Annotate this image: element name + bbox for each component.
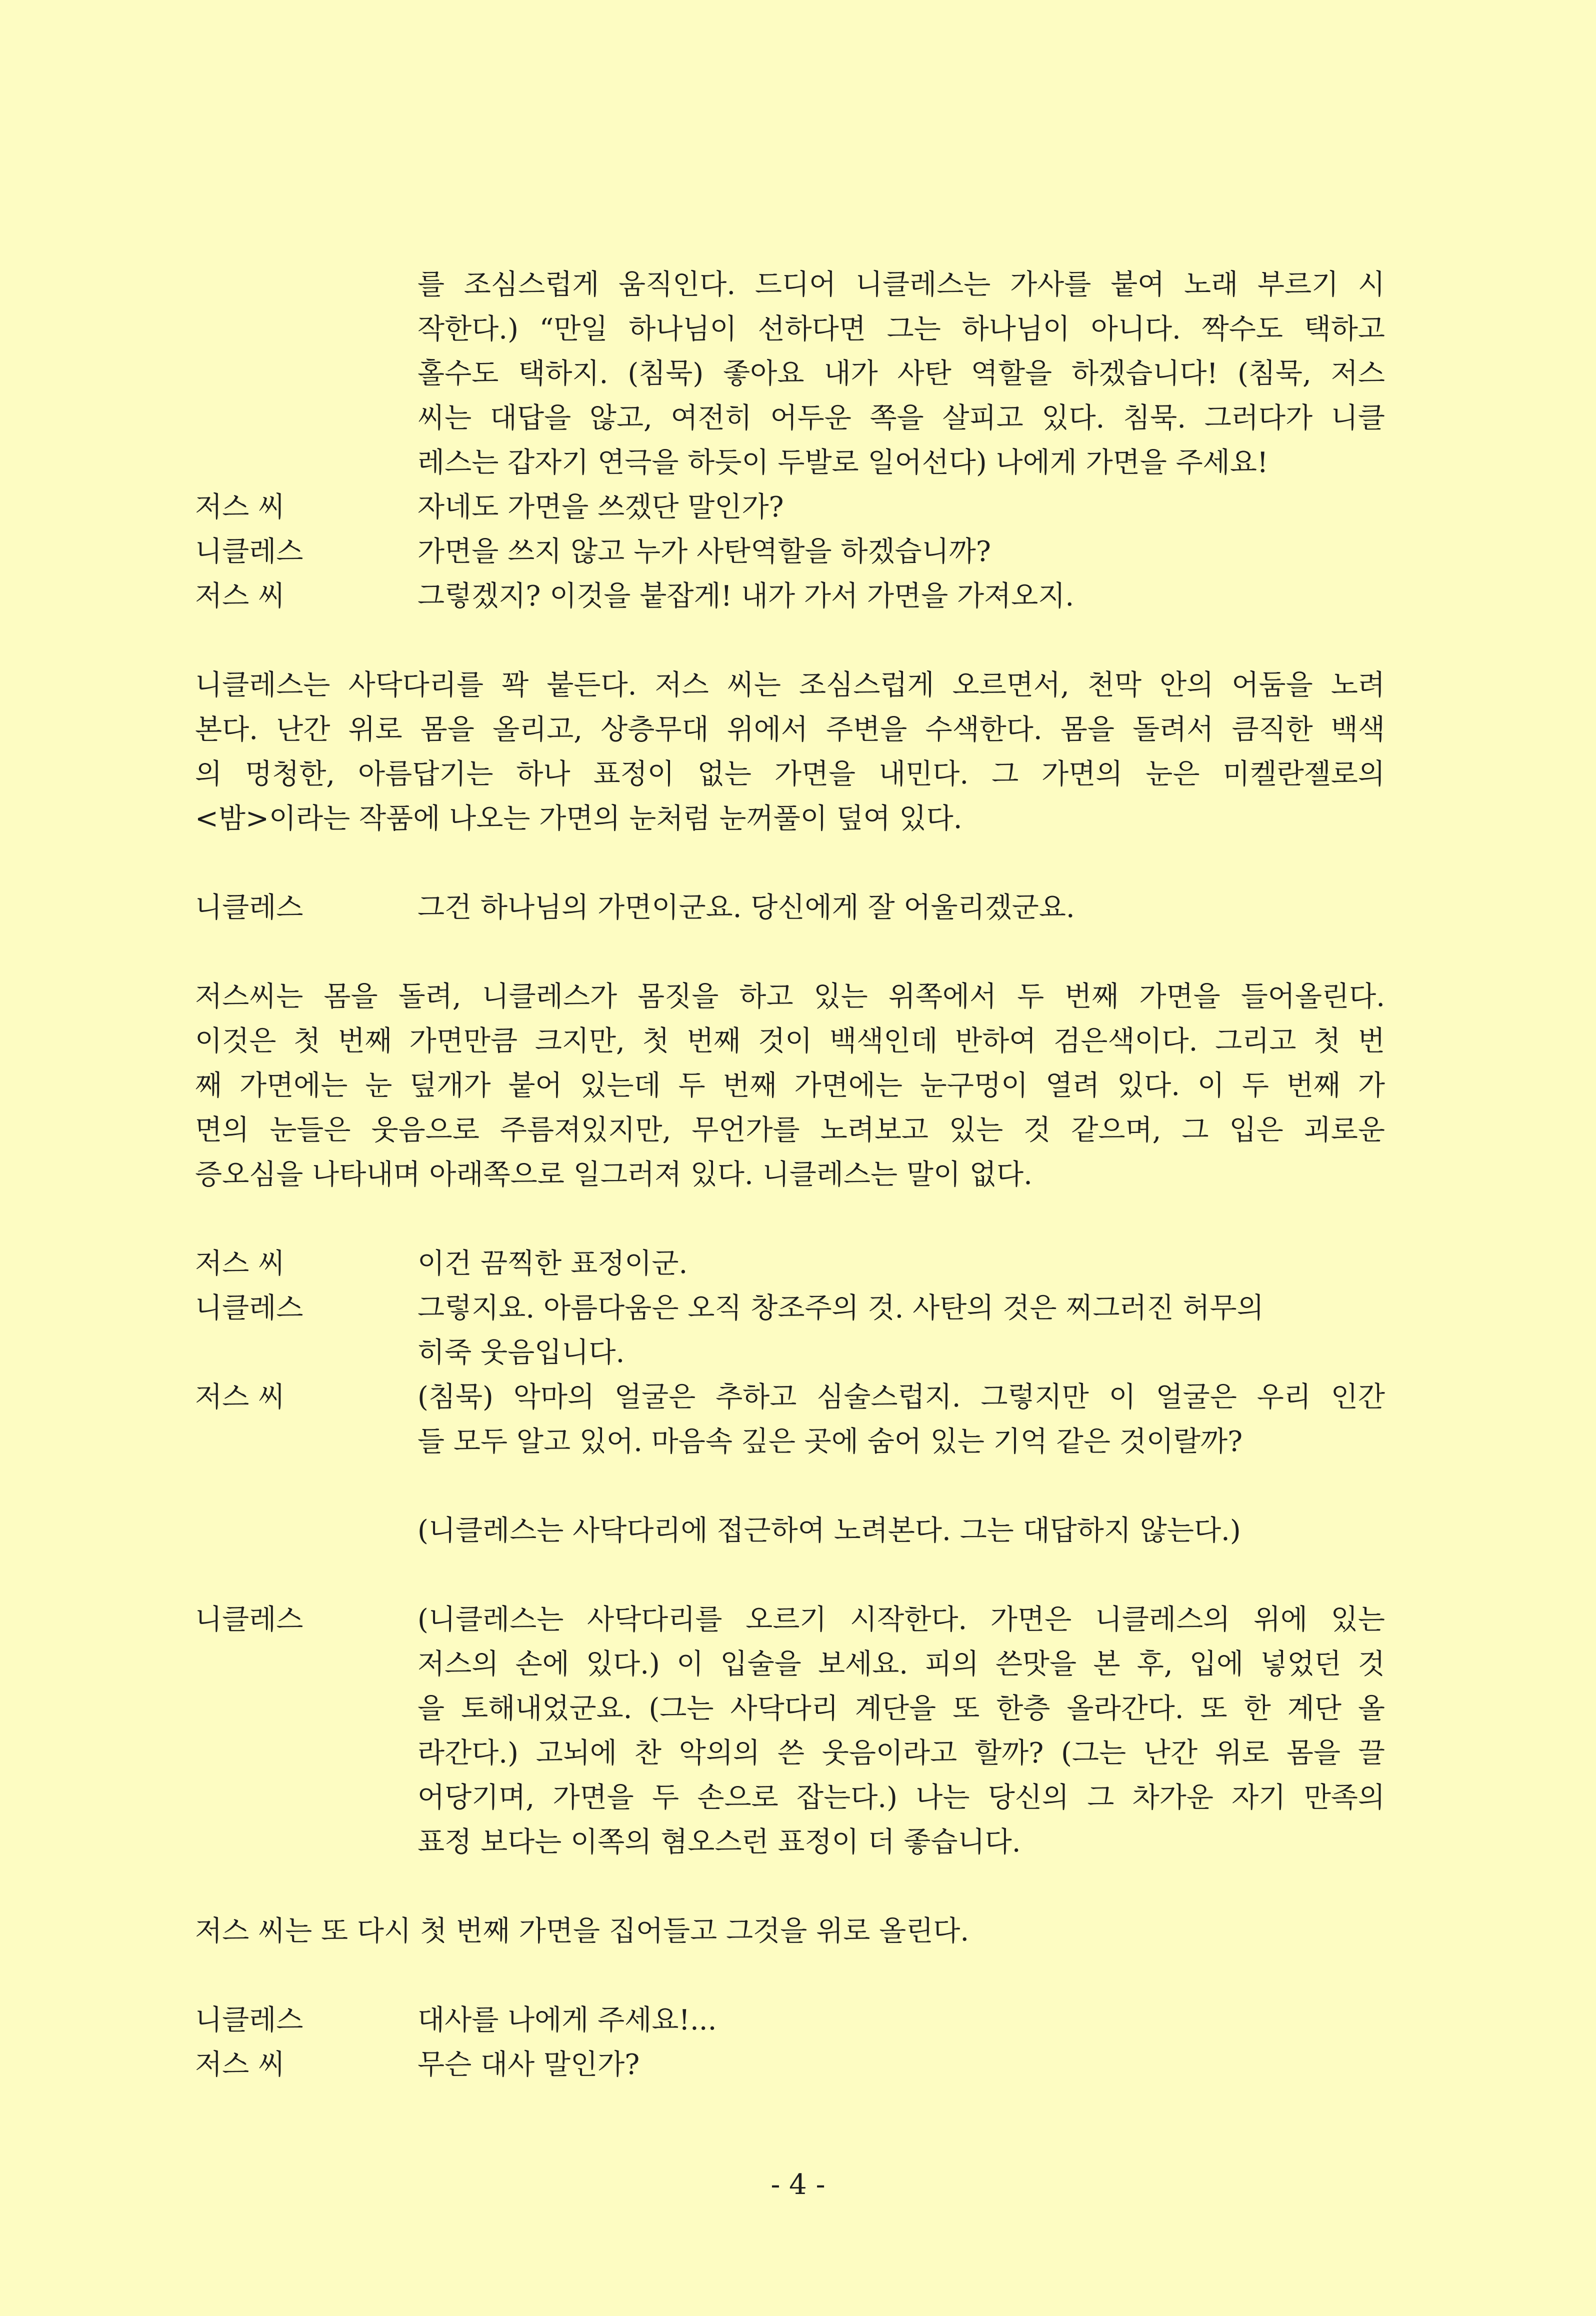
text-line: 저스의 손에 있다.) 이 입술을 보세요. 피의 쓴맛을 본 후, 입에 넣었던 것 [418, 1648, 1385, 1680]
speech-text [418, 1375, 1385, 1464]
stage-direction [418, 1508, 1385, 1553]
text-line: 니클레스는 사닥다리를 꽉 붙든다. 저스 씨는 조심스럽게 오르면서, 천막 안의 어둠을 노려 [195, 669, 1385, 702]
text-line: 히죽 웃음입니다. [418, 1336, 625, 1369]
speech-text: 가면을 쓰지 않고 누가 사탄역할을 하겠습니까? [418, 536, 991, 568]
text-line: (니클레스는 사닥다리를 오르기 시작한다. 가면은 니클레스의 위에 있는 [418, 1604, 1385, 1636]
speech-text: 무슨 대사 말인가? [418, 2048, 640, 2081]
continued-speech [418, 262, 1385, 485]
text-line: 어당기며, 가면을 두 손으로 잡는다.) 나는 당신의 그 차가운 자기 만족의 [418, 1782, 1385, 1814]
speaker-name: 저스 씨 [195, 491, 286, 524]
speaker-name: 저스 씨 [195, 2048, 286, 2081]
page-number: - 4 - [770, 2168, 826, 2201]
text-line: 씨는 대답을 않고, 여전히 어두운 쪽을 살피고 있다. 침묵. 그러다가 니클 [418, 402, 1385, 434]
speaker-name: 니클레스 [195, 536, 304, 568]
text-line: 본다. 난간 위로 몸을 올리고, 상층무대 위에서 주변을 수색한다. 몸을 돌려서 큼직한 백색 [195, 714, 1385, 746]
text-line: <밤>이라는 작품에 나오는 가면의 눈처럼 눈꺼풀이 덮여 있다. [195, 802, 962, 835]
script-text [195, 262, 1385, 2087]
text-line: 라간다.) 고뇌에 찬 악의의 쓴 웃음이라고 할까? (그는 난간 위로 몸을 끌 [418, 1737, 1385, 1770]
dialogue-line [195, 1375, 1385, 1464]
text-line: 면의 눈들은 웃음으로 주름져있지만, 무언가를 노려보고 있는 것 같으며, 그 입은 괴로운 [195, 1114, 1385, 1146]
text-line: 을 토해내었군요. (그는 사닥다리 계단을 또 한층 올라간다. 또 한 계단 올 [418, 1692, 1385, 1725]
spacer [195, 1197, 1385, 1242]
spacer [195, 1553, 1385, 1598]
dialogue-line [195, 1242, 1385, 1286]
text-line: 이것은 첫 번째 가면만큼 크지만, 첫 번째 것이 백색인데 반하여 검은색이다. 그리고 첫 번 [195, 1025, 1385, 1058]
narration-paragraph [195, 663, 1385, 841]
dialogue-line [195, 574, 1385, 618]
speech-text: 자네도 가면을 쓰겠단 말인가? [418, 491, 784, 524]
text-line: 째 가면에는 눈 덮개가 붙어 있는데 두 번째 가면에는 눈구멍이 열려 있다. 이 두 번째 가 [195, 1070, 1385, 1102]
dialogue-line [195, 1286, 1385, 1375]
text-line: 들 모두 알고 있어. 마음속 깊은 곳에 숨어 있는 기억 같은 것이랄까? [418, 1426, 1243, 1458]
speech-text: 그렇겠지? 이것을 붙잡게! 내가 가서 가면을 가져오지. [418, 580, 1074, 612]
speaker-name: 니클레스 [195, 892, 304, 924]
dialogue-line [195, 2042, 1385, 2087]
dialogue-line [195, 886, 1385, 930]
spacer [195, 841, 1385, 886]
spacer [195, 618, 1385, 663]
text-line: 증오심을 나타내며 아래쪽으로 일그러져 있다. 니클레스는 말이 없다. [195, 1158, 1032, 1191]
text-line: 를 조심스럽게 움직인다. 드디어 니클레스는 가사를 붙여 노래 부르기 시 [418, 268, 1385, 301]
speech-text: 그건 하나님의 가면이군요. 당신에게 잘 어울리겠군요. [418, 892, 1075, 924]
spacer [195, 1954, 1385, 1998]
text-line: 저스씨는 몸을 돌려, 니클레스가 몸짓을 하고 있는 위쪽에서 두 번째 가면을 들어올린다. [195, 980, 1385, 1013]
dialogue-line [195, 530, 1385, 574]
dialogue-line [195, 1598, 1385, 1864]
text-line: 저스 씨는 또 다시 첫 번째 가면을 집어들고 그것을 위로 올린다. [195, 1915, 970, 1948]
speaker-name: 니클레스 [195, 1604, 304, 1636]
text-line: 의 멍청한, 아름답기는 하나 표정이 없는 가면을 내민다. 그 가면의 눈은 미켈란젤로의 [195, 758, 1385, 790]
text-line: (니클레스는 사닥다리에 접근하여 노려본다. 그는 대답하지 않는다.) [418, 1514, 1241, 1547]
narration-paragraph [195, 974, 1385, 1197]
dialogue-line [195, 1998, 1385, 2042]
spacer [195, 1864, 1385, 1909]
text-line: 레스는 갑자기 연극을 하듯이 두발로 일어선다) 나에게 가면을 주세요! [418, 446, 1268, 479]
spacer [195, 930, 1385, 974]
text-line: 작한다.) “만일 하나님이 선하다면 그는 하나님이 아니다. 짝수도 택하고 [418, 313, 1385, 346]
speaker-name: 저스 씨 [195, 580, 286, 612]
text-line: (침묵) 악마의 얼굴은 추하고 심술스럽지. 그렇지만 이 얼굴은 우리 인간 [418, 1381, 1385, 1414]
narration-paragraph [195, 1909, 1385, 1954]
speech-text [418, 1286, 1385, 1375]
speech-text: 이건 끔찍한 표정이군. [418, 1248, 688, 1280]
speaker-name: 저스 씨 [195, 1248, 286, 1280]
speaker-name: 니클레스 [195, 2004, 304, 2036]
speech-text [418, 1598, 1385, 1864]
speaker-name: 저스 씨 [195, 1381, 286, 1414]
spacer [195, 1464, 1385, 1508]
text-line: 홀수도 택하지. (침묵) 좋아요 내가 사탄 역할을 하겠습니다! (침묵, 저스 [418, 358, 1385, 390]
speaker-name: 니클레스 [195, 1292, 304, 1324]
text-line: 표정 보다는 이쪽의 혐오스런 표정이 더 좋습니다. [418, 1826, 1021, 1858]
speech-text: 대사를 나에게 주세요!... [418, 2004, 717, 2036]
text-line: 그렇지요. 아름다움은 오직 창조주의 것. 사탄의 것은 찌그러진 허무의 [418, 1292, 1264, 1324]
dialogue-line [195, 485, 1385, 530]
